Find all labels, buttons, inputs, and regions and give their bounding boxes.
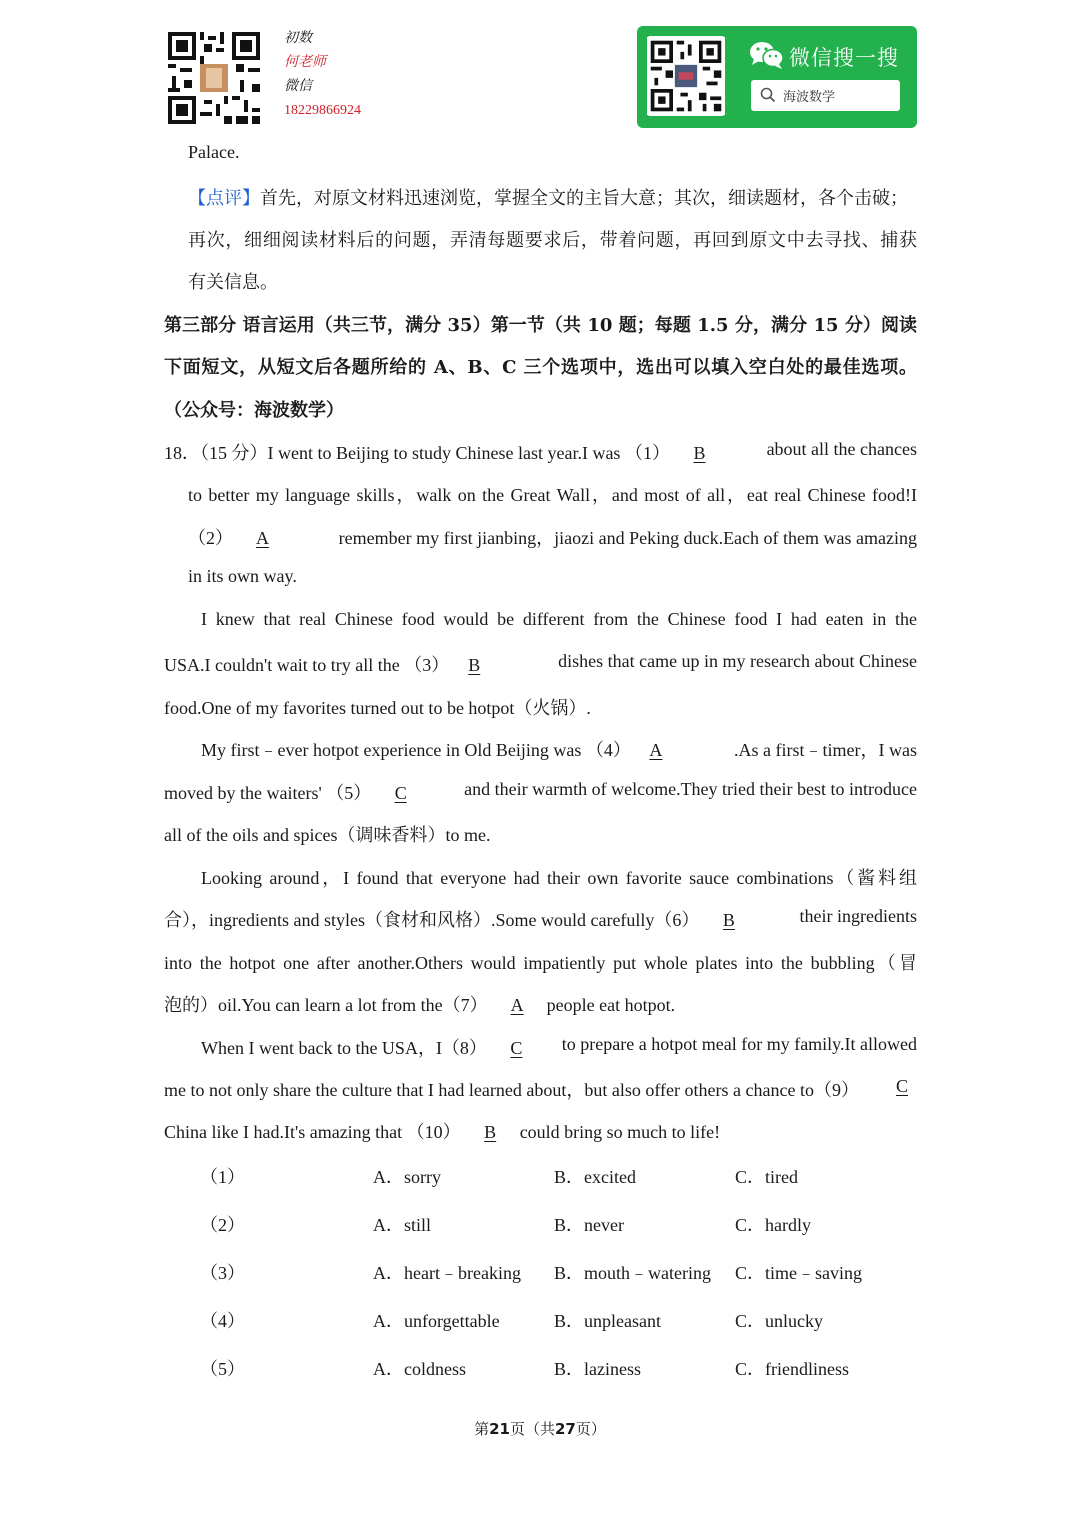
review-line-3: 有关信息。 [188, 272, 278, 293]
answer-blank-10: B [484, 1122, 497, 1142]
passage-line-16 [164, 1076, 917, 1102]
passage-text-8a: My first﹣ever hotpot experience in Old Beijing was （4） [201, 740, 631, 760]
option-row-4 [0, 1307, 1080, 1337]
option-c: C．tired [735, 1167, 798, 1187]
passage-line-12 [164, 906, 917, 932]
option-a: A．coldness [373, 1359, 466, 1379]
answer-blank-1: B [693, 443, 706, 463]
option-row-2 [0, 1211, 1080, 1241]
passage-line-10: all of the oils and spices（调味香料）to me. [164, 825, 491, 845]
passage-text-6b: dishes that came up in my research about Chinese [558, 651, 917, 671]
option-number: （1） [200, 1167, 245, 1187]
wechat-search-card [637, 26, 917, 128]
review-line-2: 再次，细细阅读材料后的问题，弄清每题要求后，带着问题，再回到原文中去寻找、捕获 [188, 230, 917, 251]
answer-blank-4: A [649, 740, 663, 760]
blank-label-2: （2） [188, 528, 233, 548]
passage-text-9b: and their warmth of welcome.They tried their best to introduce [464, 779, 917, 799]
q18-text-a: 18．（15 分）I went to Beijing to study Chinese last year.I was （1） [164, 443, 670, 463]
option-c: C．friendliness [735, 1359, 849, 1379]
text-line-palace: Palace. [188, 142, 240, 162]
option-a: A．unforgettable [373, 1311, 500, 1331]
option-c: C．time﹣saving [735, 1263, 862, 1283]
option-b: B．laziness [554, 1359, 641, 1379]
option-a: A．heart﹣breaking [373, 1263, 521, 1283]
option-row-3 [0, 1259, 1080, 1289]
question-18-line-1 [164, 439, 917, 465]
passage-line-9 [164, 779, 917, 805]
section-heading-line-3: （公众号：海波数学） [164, 400, 344, 421]
passage-text-17a: China like I had.It's amazing that （10） [164, 1122, 461, 1142]
wechat-search-text: 海波数学 [783, 90, 836, 105]
passage-text-17b: could bring so much to life! [519, 1122, 721, 1142]
option-row-1 [0, 1163, 1080, 1193]
passage-text-14a: 泡的）oil.You can learn a lot from the（7） [164, 995, 488, 1015]
search-icon [760, 87, 776, 108]
option-number: （2） [200, 1215, 245, 1235]
wechat-search-box[interactable] [751, 80, 900, 111]
passage-line-5: I knew that real Chinese food would be different from the Chinese food I had eaten in the [201, 609, 917, 629]
option-row-5 [0, 1355, 1080, 1385]
answer-blank-9: C [895, 1076, 908, 1096]
option-b: B．mouth﹣watering [554, 1263, 711, 1283]
passage-text-15b: to prepare a hotpot meal for my family.It allowed [561, 1034, 917, 1054]
wechat-logo-icon [749, 40, 785, 75]
passage-text-14b: people eat hotpot. [546, 995, 676, 1015]
contact-teacher-name: 何老师 [284, 55, 326, 70]
footer-pre: 第 [474, 1422, 490, 1438]
passage-line-15 [201, 1034, 917, 1060]
section-heading-line-1: 第三部分 语言运用（共三节，满分 35）第一节（共 10 题；每题 1.5 分，满分 15 分）阅读 [164, 315, 917, 336]
answer-blank-7: A [510, 995, 524, 1015]
footer-page-number: 21 [489, 1420, 510, 1438]
option-number: （5） [200, 1359, 245, 1379]
review-line-1 [188, 184, 917, 210]
section-heading-line-2: 下面短文，从短文后各题所给的 A、B、C 三个选项中，选出可以填入空白处的最佳选项。 [164, 357, 917, 378]
passage-line-8 [201, 736, 917, 762]
option-b: B．excited [554, 1167, 636, 1187]
review-tag: 【点评】 [188, 188, 260, 209]
footer-post: 页） [575, 1422, 606, 1438]
answer-blank-2: A [256, 528, 269, 548]
wechat-search-title: 微信搜一搜 [789, 46, 899, 70]
passage-line-3 [188, 524, 917, 550]
passage-line-4: in its own way. [188, 566, 297, 586]
passage-line-14 [164, 991, 675, 1017]
answer-blank-6: B [722, 910, 735, 930]
passage-text-16a: me to not only share the culture that I had learned about，but also offer others a chance to（9） [164, 1080, 859, 1100]
passage-line-11: Looking around，I found that everyone had their own favorite sauce combinations（酱料组 [201, 868, 917, 888]
footer-total-pages: 27 [555, 1420, 576, 1438]
passage-line-2: to better my language skills，walk on the Great Wall，and most of all，eat real Chinese food!I [188, 485, 917, 505]
review-text-1: 首先，对原文材料迅速浏览，掌握全文的主旨大意；其次，细读题材，各个击破； [260, 188, 908, 209]
option-number: （4） [200, 1311, 245, 1331]
option-b: B．unpleasant [554, 1311, 661, 1331]
qr-code-right [647, 36, 725, 116]
option-c: C．unlucky [735, 1311, 823, 1331]
answer-blank-8: C [510, 1038, 523, 1058]
contact-info [284, 27, 361, 123]
passage-line-6 [164, 651, 917, 677]
passage-text-6a: USA.I couldn't wait to try all the （3） [164, 655, 450, 675]
contact-wechat-label: 微信 [284, 79, 312, 94]
option-a: A．sorry [373, 1167, 441, 1187]
option-a: A．still [373, 1215, 432, 1235]
page-footer [0, 1418, 1080, 1439]
answer-blank-5: C [394, 783, 407, 803]
contact-phone: 18229866924 [284, 103, 361, 118]
option-number: （3） [200, 1263, 245, 1283]
contact-line1: 初数 [284, 31, 312, 46]
footer-mid: 页（共 [509, 1422, 555, 1438]
answer-blank-3: B [468, 655, 481, 675]
passage-line-13: into the hotpot one after another.Others would impatiently put whole plates into the bubbling（冒 [164, 953, 917, 973]
qr-code-left [168, 32, 260, 124]
option-c: C．hardly [735, 1215, 811, 1235]
passage-text-9a: moved by the waiters' （5） [164, 783, 372, 803]
passage-text-12a: 合），ingredients and styles（食材和风格）.Some would carefully（6） [164, 910, 700, 930]
q18-text-b: about all the chances [766, 439, 917, 459]
passage-text-8b: .As a first﹣timer，I was [734, 740, 917, 760]
passage-text-15a: When I went back to the USA，I（8） [201, 1038, 487, 1058]
passage-line-17 [164, 1118, 720, 1144]
passage-text-12b: their ingredients [799, 906, 917, 926]
passage-text-3: remember my first jianbing，jiaozi and Peking duck.Each of them was amazing [338, 528, 917, 548]
passage-line-7: food.One of my favorites turned out to be hotpot（火锅）. [164, 698, 591, 718]
option-b: B．never [554, 1215, 624, 1235]
